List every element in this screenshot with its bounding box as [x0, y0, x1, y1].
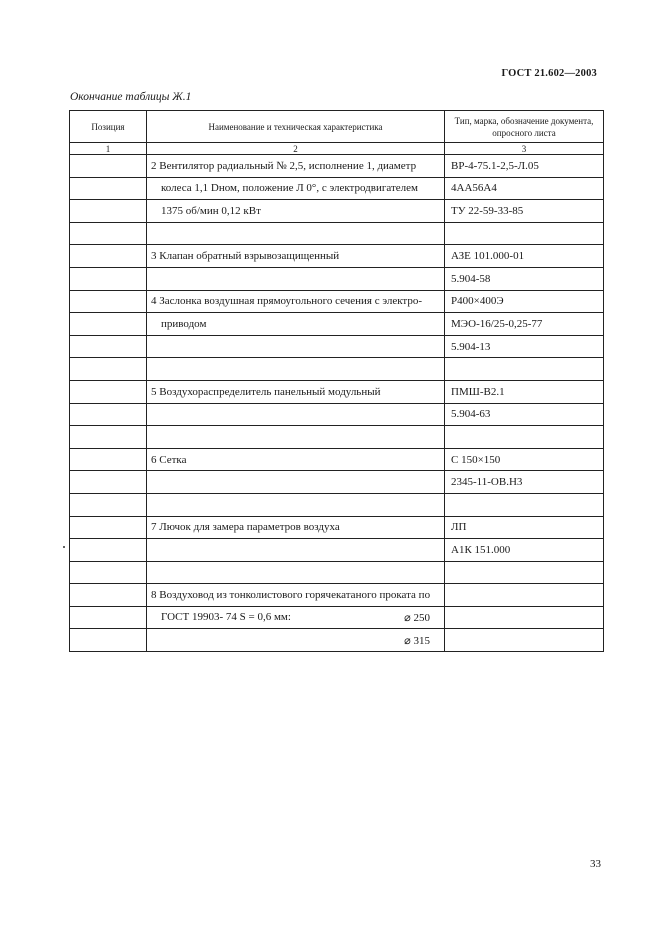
cell-position: [70, 606, 147, 629]
diameter-value: ⌀ 315: [404, 634, 430, 647]
cell-type-code: МЭО-16/25-0,25-77: [445, 313, 604, 336]
cell-description: 5 Воздухораспределитель панельный модульный: [147, 380, 445, 403]
table-row: [70, 200, 604, 223]
cell-position: [70, 493, 147, 516]
cell-description: 1375 об/мин 0,12 кВт: [147, 200, 445, 223]
cell-type-code: С 150×150: [445, 448, 604, 471]
cell-position: [70, 245, 147, 268]
table-row: [70, 177, 604, 200]
cell-position: [70, 222, 147, 245]
cell-description: [147, 561, 445, 584]
table-header-row: [70, 111, 604, 143]
cell-description: 2 Вентилятор радиальный № 2,5, исполнение 1, диаметр: [147, 155, 445, 178]
cell-description: 8 Воздуховод из тонколистового горячекатаного проката по: [147, 584, 445, 607]
table-row: [70, 584, 604, 607]
description-text: ГОСТ 19903- 74 S = 0,6 мм:: [161, 611, 291, 624]
cell-type-code: [445, 426, 604, 449]
specification-table: [69, 110, 604, 652]
cell-description: 6 Сетка: [147, 448, 445, 471]
cell-type-code: ПМШ-В2.1: [445, 380, 604, 403]
cell-type-code: 5.904-13: [445, 335, 604, 358]
table-row: [70, 539, 604, 562]
cell-description: приводом: [147, 313, 445, 336]
cell-position: [70, 290, 147, 313]
cell-type-code: 5.904-63: [445, 403, 604, 426]
header-type-code: Тип, марка, обозначение документа, опросного листа: [445, 111, 604, 143]
cell-position: [70, 155, 147, 178]
cell-type-code: ВР-4-75.1-2,5-Л.05: [445, 155, 604, 178]
cell-description: [147, 471, 445, 494]
table-row: [70, 290, 604, 313]
table-row: [70, 606, 604, 629]
header-description: Наименование и техническая характеристика: [147, 111, 445, 143]
table-row: [70, 629, 604, 652]
cell-type-code: [445, 629, 604, 652]
stray-mark: [63, 546, 65, 548]
cell-description: 4 Заслонка воздушная прямоугольного сечения с электро-: [147, 290, 445, 313]
table-row: [70, 245, 604, 268]
cell-description: [147, 493, 445, 516]
table-row: [70, 471, 604, 494]
cell-type-code: 2345-11-ОВ.Н3: [445, 471, 604, 494]
cell-position: [70, 584, 147, 607]
cell-position: [70, 380, 147, 403]
column-number: 1: [70, 143, 147, 155]
column-number-row: [70, 143, 604, 155]
diameter-value: ⌀ 250: [404, 612, 430, 625]
cell-position: [70, 403, 147, 426]
cell-description: [147, 606, 445, 629]
table-row: [70, 448, 604, 471]
table-row: [70, 516, 604, 539]
cell-type-code: [445, 493, 604, 516]
table-row: [70, 267, 604, 290]
cell-description: 7 Лючок для замера параметров воздуха: [147, 516, 445, 539]
cell-type-code: [445, 606, 604, 629]
table-row: [70, 561, 604, 584]
cell-position: [70, 358, 147, 381]
table-row: [70, 155, 604, 178]
table-row: [70, 335, 604, 358]
document-code: ГОСТ 21.602—2003: [501, 68, 597, 79]
cell-position: [70, 200, 147, 223]
cell-description: [147, 403, 445, 426]
cell-description: колеса 1,1 Dном, положение Л 0°, с электродвигателем: [147, 177, 445, 200]
cell-type-code: ЛП: [445, 516, 604, 539]
cell-position: [70, 561, 147, 584]
table-row: [70, 313, 604, 336]
cell-type-code: [445, 222, 604, 245]
cell-position: [70, 426, 147, 449]
cell-type-code: А1К 151.000: [445, 539, 604, 562]
cell-type-code: [445, 358, 604, 381]
cell-position: [70, 448, 147, 471]
table-row: [70, 403, 604, 426]
cell-description: [147, 539, 445, 562]
cell-description: [147, 358, 445, 381]
cell-position: [70, 313, 147, 336]
table-row: [70, 380, 604, 403]
cell-type-code: [445, 584, 604, 607]
cell-position: [70, 539, 147, 562]
table-row: [70, 222, 604, 245]
cell-position: [70, 335, 147, 358]
cell-type-code: Р400×400Э: [445, 290, 604, 313]
table-row: [70, 426, 604, 449]
table-row: [70, 493, 604, 516]
column-number: 3: [445, 143, 604, 155]
cell-type-code: 4АА56А4: [445, 177, 604, 200]
cell-type-code: 5.904-58: [445, 267, 604, 290]
cell-description: [147, 335, 445, 358]
cell-description: [147, 267, 445, 290]
header-position: Позиция: [70, 111, 147, 143]
cell-description: [147, 629, 445, 652]
cell-description: [147, 426, 445, 449]
page-number: 33: [590, 858, 601, 870]
cell-position: [70, 516, 147, 539]
table-body: [70, 155, 604, 652]
column-number: 2: [147, 143, 445, 155]
cell-type-code: [445, 561, 604, 584]
cell-position: [70, 267, 147, 290]
cell-type-code: АЗЕ 101.000-01: [445, 245, 604, 268]
cell-position: [70, 471, 147, 494]
table-caption: Окончание таблицы Ж.1: [70, 91, 192, 103]
cell-type-code: ТУ 22-59-33-85: [445, 200, 604, 223]
table-row: [70, 358, 604, 381]
cell-position: [70, 177, 147, 200]
cell-description: 3 Клапан обратный взрывозащищенный: [147, 245, 445, 268]
cell-description: [147, 222, 445, 245]
cell-position: [70, 629, 147, 652]
